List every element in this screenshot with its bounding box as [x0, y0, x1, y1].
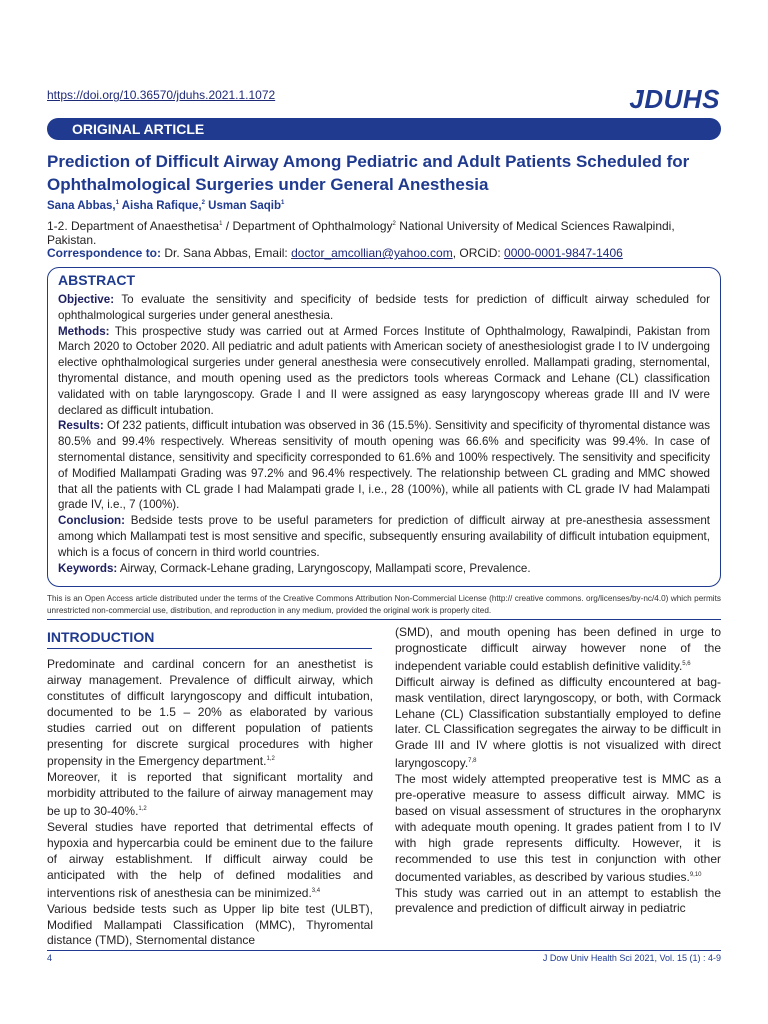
- author-1: Sana Abbas,: [47, 200, 116, 212]
- paragraph: Predominate and cardinal concern for an anesthetist is airway management. Prevalence of difficult airway, which constitutes of difficult laryngoscopy and difficult intubation, documented to be 1.5 – 20% as elaborated by various studies carried out on different population of patients presenting for discrete surgical procedures with higher propensity in the Emergency department.$^{1,2}$: [47, 657, 373, 769]
- footer-citation: J Dow Univ Health Sci 2021, Vol. 15 (1) : 4-9: [542, 953, 721, 963]
- body-column-right: [395, 625, 721, 917]
- author-1-affil: 1: [115, 200, 119, 207]
- divider: [47, 648, 372, 649]
- body-column-left: [47, 657, 373, 949]
- article-type-banner: ORIGINAL ARTICLE: [47, 118, 721, 140]
- author-3-affil: 1: [281, 200, 285, 207]
- abstract-keywords: Keywords: Airway, Cormack-Lehane grading, Laryngoscopy, Mallampati score, Prevalence.: [58, 561, 531, 575]
- license-notice: This is an Open Access article distributed under the terms of the Creative Commons Attribution Non-Commercial License (http:// creative commons. org/licenses/by-nc/4.0) which permits unrestricted non-commercial use, distribution, and reproduction in any medium, provided the original work is properly cited.: [47, 594, 721, 615]
- abstract-body: [58, 292, 710, 576]
- divider: [47, 619, 721, 620]
- author-list: [47, 200, 284, 212]
- author-3: Usman Saqib: [208, 200, 282, 212]
- article-title: Prediction of Difficult Airway Among Pediatric and Adult Patients Scheduled for Ophthalmological Surgeries under General Anesthesia: [47, 152, 690, 194]
- abstract-heading: ABSTRACT: [58, 272, 135, 288]
- paragraph: (SMD), and mouth opening has been defined in urge to prognosticate difficult airway however none of the independent variable could establish definitive validity.$^{5,6}$: [395, 625, 721, 673]
- abstract-objective: Objective: To evaluate the sensitivity and specificity of bedside tests for prediction of difficult airway scheduled for ophthalmological surgeries under general anesthesia.: [58, 293, 710, 322]
- abstract-conclusion: Conclusion: Bedside tests prove to be useful parameters for prediction of difficult airway at pre-anesthesia assessment among which Mallampati test is most sensitive and specific, subsequently ensuring availability of difficult intubation equipment, which is a focus of concern in third world countries.: [58, 514, 710, 559]
- paragraph: Difficult airway is defined as difficulty encountered at bag-mask ventilation, direct laryngoscopy, or both, with Cormack Lehane (CL) Classification substantially employed to define later. CL Classification segregates the airway to be difficult in Grade III and IV where glottis is not visualized with direct laryngoscopy.$^{7,8}$: [395, 674, 721, 771]
- author-2: Aisha Rafique,: [121, 200, 202, 212]
- email-link[interactable]: doctor_amcollian@yahoo.com: [291, 246, 453, 260]
- paragraph: This study was carried out in an attempt to establish the prevalence and prediction of difficult airway in pediatric: [395, 885, 721, 916]
- paragraph: The most widely attempted preoperative test is MMC as a pre-operative measure to assess difficult airway. MMC is based on visual assessment of structures in the oropharynx with adequate mouth opening. It grades patient from I to IV with high grade represents difficulty. However, it is recommended to use this test in conjunction with other documented variables, as described by various studies.$^{9,10}$: [395, 772, 721, 884]
- page-number: 4: [47, 953, 53, 963]
- correspondence-label: Correspondence to:: [47, 246, 162, 260]
- paragraph: Various bedside tests such as Upper lip bite test (ULBT), Modified Mallampati Classification (MMC), Thyromental distance (TMD), Sternomental distance: [47, 901, 373, 948]
- correspondence: Correspondence to: Dr. Sana Abbas, Email: doctor_amcollian@yahoo.com, ORCiD: 0000-0001-9847-1406: [47, 246, 623, 260]
- doi-link[interactable]: https://doi.org/10.36570/jduhs.2021.1.1072: [47, 88, 276, 102]
- section-heading-introduction: INTRODUCTION: [47, 629, 155, 645]
- author-2-affil: 2: [201, 200, 205, 207]
- paragraph: Moreover, it is reported that significant mortality and morbidity attributed to the failure of airway management may be up to 30-40%.$^{1,2}$: [47, 770, 373, 819]
- abstract-methods: Methods: This prospective study was carried out at Armed Forces Institute of Ophthalmology, Rawalpindi, Pakistan from March 2020 to October 2020. All pediatric and adult patients with American society of anesthesiologist grade I to IV undergoing elective ophthalmological surgeries under general anesthesia were consecutively enrolled. Mallampati grading, sternomental, thyromental distance, and mouth opening used as the predictors tools whereas Cormack and Lehane (CL) classification validated with on table laryngoscopy. Grade I and II were assigned as easy laryngoscopy whereas grade III and IV were declared as difficult intubation.: [58, 324, 710, 417]
- paragraph: Several studies have reported that detrimental effects of hypoxia and hypercarbia could be eminent due to the failure of airway establishment. If difficult airway could be anticipated with the help of defined modalities and interventions risk of anesthesia can be minimized.$^{3,4}$: [47, 820, 373, 900]
- journal-logo: JDUHS: [629, 84, 720, 114]
- orcid-link[interactable]: 0000-0001-9847-1406: [504, 246, 623, 260]
- affiliation: 1-2. Department of Anaesthetisa$^1$ / Department of Ophthalmology$^2$ National University of Medical Sciences Rawalpindi, Pakistan.: [47, 219, 675, 247]
- abstract-results: Results: Of 232 patients, difficult intubation was observed in 36 (15.5%). Sensitivity and specificity of thyromental distance was 80.5% and 99.4% respectively. Whereas sensitivity of mouth opening was 66.6% and specificity was 99.4%. In case of sternomental distance, sensitivity and specificity corresponded to 61.6% and 100% respectively. The sensitivity and specificity of Modified Mallampati Grading was 97.2% and 96.4% respectively. The relationship between CL grading and MMC showed that all the patients with CL grade I had Malampati grade I, i.e., 28 (100%), while all patients with CL grade IV had Malampati grade IV, i.e., 7 (100%).: [58, 419, 710, 512]
- footer-divider: [47, 950, 721, 951]
